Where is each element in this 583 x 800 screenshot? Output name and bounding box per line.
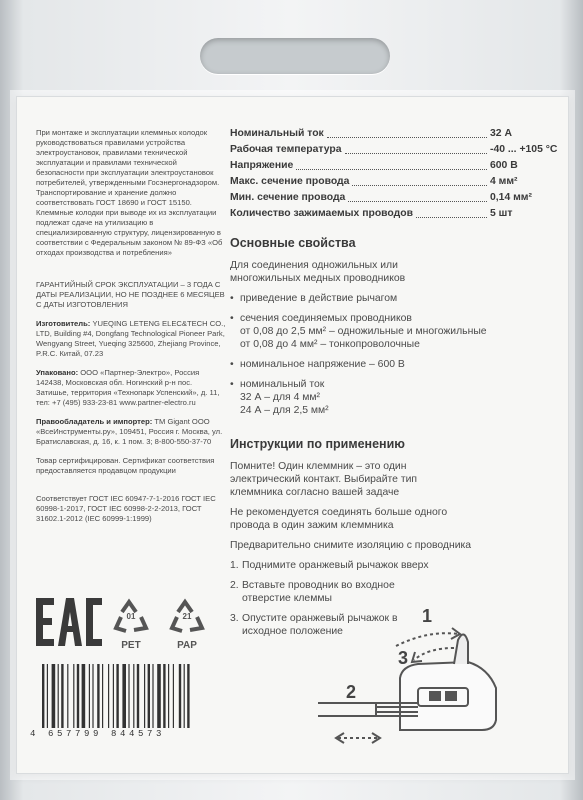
rights-label: Правообладатель и импортер: [36, 417, 153, 426]
step-number: 1. [230, 560, 239, 571]
spec-name: Макс. сечение провода [230, 176, 350, 187]
certified-text: Товар сертифицирован. Сертификат соответствия предоставляется продавцом продукции [36, 456, 215, 475]
instructions-p1: Помните! Один клеммник – это один электрический контакт. Выбирайте тип клеммника согласно вашей задаче [230, 461, 418, 498]
diagram-step-2: 2 [346, 682, 357, 702]
warranty-text: ГАРАНТИЙНЫЙ СРОК ЭКСПЛУАТАЦИИ – 3 ГОДА С ДАТЫ РЕАЛИЗАЦИИ, НО НЕ ПОЗДНЕЕ 6 МЕСЯЦЕВ С ДАТЫ ИЗГОТОВЛЕНИЯ [36, 280, 225, 309]
spec-name: Рабочая температура [230, 144, 342, 155]
manufacturer-label: Изготовитель: [36, 319, 91, 328]
pap-number: 21 [182, 612, 192, 621]
specs-table [230, 126, 558, 222]
spec-value: -40 ... +105 °С [490, 144, 558, 155]
packed-label: Упаковано: [36, 368, 79, 377]
property-line: • сечения соединяемых проводников [240, 313, 412, 324]
pap-label: PAP [177, 640, 197, 651]
hang-hole [200, 38, 390, 74]
spec-row [230, 206, 552, 222]
manufacturer-block [36, 319, 226, 359]
packed-block [36, 368, 226, 408]
spec-row [230, 158, 552, 174]
property-line: • номинальный ток [240, 379, 325, 390]
step-item [230, 579, 432, 605]
property-line: 24 А – для 2,5 мм² [240, 405, 329, 416]
left-column [36, 128, 226, 533]
property-line: от 0,08 до 2,5 мм² – одножильные и многожильные [240, 326, 487, 337]
spec-name: Количество зажимаемых проводов [230, 208, 413, 219]
spec-name: Напряжение [230, 160, 294, 171]
step-text: Вставьте проводник во входное отверстие клеммы [242, 580, 395, 604]
eac-mark-icon [36, 598, 102, 646]
spec-row [230, 190, 552, 206]
rights-text: TM Gigant ООО «ВсеИнструменты.ру», 109451, Россия г. Москва, ул. Братиславская, д. 16, к. 1 пом. 3; 8-800-550-37-70 [36, 417, 223, 446]
properties-title: Основные свойства [230, 236, 356, 250]
spec-row [230, 142, 558, 158]
pet-label: PET [121, 640, 141, 651]
standards-text: Соответствует ГОСТ IEC 60947-7-1-2016 ГОСТ IEC 60998-1-2017, ГОСТ IEC 60998-2-2-2013, ГОСТ 31602.1-2012 (IEC 60999-1:1999) [36, 494, 216, 523]
property-line: от 0,08 до 4 мм² – тонкопроволочные [240, 339, 420, 350]
spec-value: 32 А [490, 128, 512, 139]
instructions-p2: Не рекомендуется соединять больше одного провода в один зажим клеммника [230, 507, 448, 531]
spec-name: Номинальный ток [230, 128, 324, 139]
step-item [230, 559, 552, 572]
spec-row [230, 174, 552, 190]
instructions-p3: Предварительно снимите изоляцию с проводника [230, 540, 472, 551]
step-number: 3. [230, 613, 239, 624]
property-item [230, 378, 552, 417]
packed-text: ООО «Партнер-Электро», Россия 142438, Московская обл. Ногинский р-н пос. Затишье, территория «Технопарк Успенский», д. 11, тел: +7 (495) 933-23-81 www.partner-electro.ru [36, 368, 220, 407]
right-column [230, 126, 558, 638]
property-item: • номинальное напряжение – 600 В [230, 358, 552, 371]
instructions-title: Инструкции по применению [230, 437, 405, 451]
step-number: 2. [230, 580, 239, 591]
terminal-diagram-icon [318, 608, 518, 754]
spec-value: 5 шт [490, 208, 513, 219]
diagram-step-1: 1 [422, 606, 433, 626]
property-item [230, 312, 552, 351]
spec-value: 0,14 мм² [490, 192, 532, 203]
spec-name: Мин. сечение провода [230, 192, 346, 203]
barcode-digits: 4 657799 844573 [30, 729, 166, 739]
spec-row [230, 126, 552, 142]
manufacturer-text: YUEQING LETENG ELEC&TECH CO., LTD, Building #4, Dongfang Technological Pioneer Park, Wengyang Street, Yueqing 325600, Zhejiang Province, P.R.C. Китай, 07.23 [36, 319, 226, 358]
diagram-step-3: 3 [398, 648, 409, 668]
step-text: Поднимите оранжевый рычажок вверх [242, 560, 429, 571]
properties-lead: Для соединения одножильных или многожильных медных проводников [230, 260, 406, 284]
pet-number: 01 [126, 612, 136, 621]
property-item: • приведение в действие рычагом [230, 292, 552, 305]
step-text: Опустите оранжевый рычажок в исходное положение [242, 613, 398, 637]
spec-value: 4 мм² [490, 176, 518, 187]
spec-value: 600 В [490, 160, 518, 171]
property-line: 32 А – для 4 мм² [240, 392, 320, 403]
intro-text: При монтаже и эксплуатации клеммных колодок руководствоваться правилами устройства электроустановок, правилами технической эксплуатации и правилами технической безопасности при эксплуатации электроустановок потребителей, утвержденными Госэнергонадзором. Транспортирование и хранение должно соответствовать ГОСТ 18690 и ГОСТ 15150. Клеммные колодки при выводе их из эксплуатации подлежат сдаче на утилизацию в специализированную структуру, лицензированную в соответствии с Федеральным законом № 89-ФЗ «Об отходах производства и потребления» [36, 128, 223, 257]
rights-block [36, 417, 226, 447]
